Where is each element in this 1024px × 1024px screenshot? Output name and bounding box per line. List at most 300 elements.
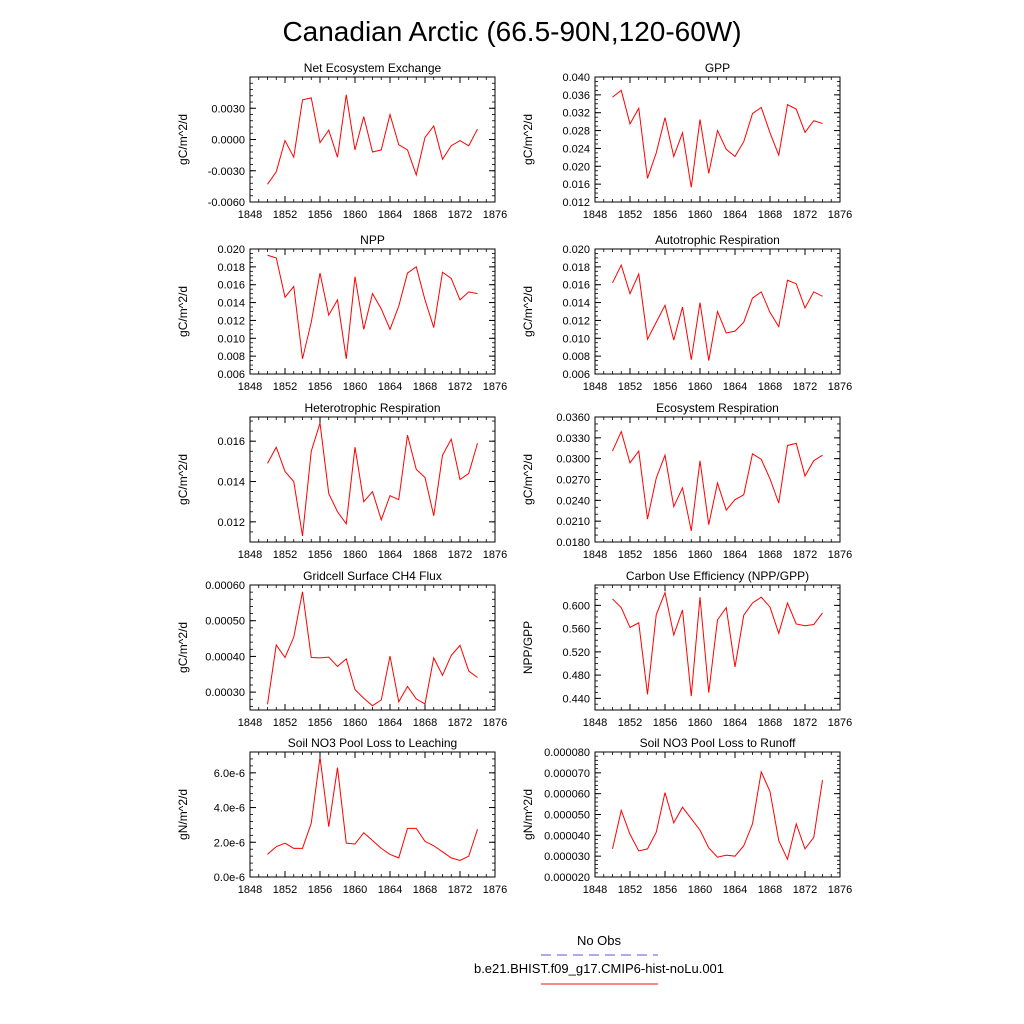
y-tick-label: 0.020 — [562, 244, 590, 256]
data-point — [468, 145, 470, 147]
data-point — [760, 291, 762, 293]
panel-carbon-use-efficiency-npp-gpp — [521, 569, 852, 729]
data-point — [415, 174, 417, 176]
series-line — [268, 757, 478, 860]
panel-heterotrophic-respiration — [176, 401, 507, 561]
x-tick-label: 1864 — [377, 884, 403, 896]
plot-frame — [250, 249, 495, 374]
data-point — [751, 112, 753, 114]
plot-frame — [250, 417, 495, 542]
data-point — [638, 107, 640, 109]
y-tick-label: 0.006 — [562, 369, 590, 381]
data-point — [821, 122, 823, 124]
x-tick-label: 1872 — [447, 884, 473, 896]
data-point — [371, 292, 373, 294]
data-point — [620, 264, 622, 266]
data-point — [725, 854, 727, 856]
data-point — [363, 115, 365, 117]
y-tick-label: 0.00040 — [205, 651, 245, 664]
panel-soil-no3-pool-loss-to-leaching — [176, 736, 507, 896]
data-point — [284, 139, 286, 141]
data-point — [363, 500, 365, 502]
series-line — [613, 432, 823, 531]
data-point — [620, 809, 622, 811]
panel-title: Autotrophic Respiration — [655, 233, 780, 247]
x-tick-label: 1852 — [272, 209, 298, 221]
data-point — [363, 832, 365, 834]
data-point — [266, 183, 268, 185]
data-point — [336, 299, 338, 301]
y-tick-label: 0.0000 — [211, 134, 245, 147]
data-point — [673, 822, 675, 824]
data-point — [354, 275, 356, 277]
x-tick-label: 1876 — [482, 549, 508, 561]
data-point — [406, 827, 408, 829]
panel-soil-no3-pool-loss-to-runoff — [521, 736, 852, 896]
data-point — [301, 591, 303, 593]
y-tick-label: 0.024 — [562, 143, 590, 156]
x-tick-label: 1852 — [617, 549, 643, 561]
x-tick-label: 1868 — [412, 209, 438, 221]
data-point — [664, 591, 666, 593]
data-point — [760, 771, 762, 773]
x-tick-label: 1876 — [827, 549, 853, 561]
data-point — [708, 172, 710, 174]
x-tick-label: 1856 — [652, 884, 678, 896]
data-point — [664, 454, 666, 456]
x-tick-label: 1856 — [307, 381, 333, 393]
x-tick-label: 1872 — [447, 549, 473, 561]
x-tick-label: 1852 — [617, 884, 643, 896]
data-point — [266, 254, 268, 256]
data-point — [310, 97, 312, 99]
data-point — [406, 149, 408, 151]
y-tick-label: 0.000040 — [544, 830, 590, 843]
y-tick-label: 0.520 — [562, 646, 590, 659]
data-point — [284, 842, 286, 844]
data-point — [284, 296, 286, 298]
panel-npp — [176, 233, 507, 393]
data-point — [778, 325, 780, 327]
data-point — [310, 822, 312, 824]
data-point — [716, 129, 718, 131]
data-point — [813, 120, 815, 122]
data-point — [389, 853, 391, 855]
data-point — [673, 634, 675, 636]
panel-title: Soil NO3 Pool Loss to Runoff — [639, 736, 796, 750]
data-point — [433, 326, 435, 328]
data-point — [646, 338, 648, 340]
x-tick-label: 1872 — [447, 717, 473, 729]
data-point — [821, 779, 823, 781]
data-point — [681, 609, 683, 611]
data-point — [398, 701, 400, 703]
x-tick-label: 1848 — [237, 381, 263, 393]
x-tick-label: 1852 — [272, 884, 298, 896]
y-tick-label: 0.012 — [217, 516, 245, 529]
data-point — [769, 606, 771, 608]
data-point — [655, 831, 657, 833]
data-point — [284, 470, 286, 472]
y-tick-label: 6.0e-6 — [213, 767, 245, 780]
y-tick-label: 0.020 — [562, 161, 590, 174]
x-tick-label: 1876 — [482, 381, 508, 393]
data-point — [751, 297, 753, 299]
data-point — [638, 850, 640, 852]
data-point — [450, 438, 452, 440]
data-point — [638, 450, 640, 452]
y-axis-label: gC/m^2/d — [521, 114, 535, 165]
y-tick-label: 0.036 — [562, 89, 590, 102]
y-tick-label: 0.016 — [217, 279, 245, 292]
x-tick-label: 1868 — [412, 549, 438, 561]
series-line — [613, 265, 823, 361]
data-point — [769, 311, 771, 313]
data-point — [611, 96, 613, 98]
data-point — [293, 156, 295, 158]
data-point — [336, 766, 338, 768]
data-point — [310, 656, 312, 658]
data-point — [690, 530, 692, 532]
data-point — [725, 148, 727, 150]
data-point — [734, 666, 736, 668]
data-point — [646, 848, 648, 850]
data-point — [708, 523, 710, 525]
data-point — [778, 839, 780, 841]
data-point — [795, 108, 797, 110]
data-point — [468, 472, 470, 474]
data-point — [769, 478, 771, 480]
data-point — [406, 685, 408, 687]
data-point — [813, 291, 815, 293]
y-tick-label: 0.0210 — [556, 516, 590, 529]
data-point — [424, 136, 426, 138]
data-point — [459, 478, 461, 480]
y-tick-label: 0.012 — [217, 315, 245, 328]
y-tick-label: 0.028 — [562, 125, 590, 138]
data-point — [620, 89, 622, 91]
data-point — [319, 657, 321, 659]
y-tick-label: 0.0180 — [556, 537, 590, 549]
data-point — [371, 705, 373, 707]
x-tick-label: 1864 — [722, 381, 748, 393]
panel-title: Carbon Use Efficiency (NPP/GPP) — [625, 569, 810, 583]
data-point — [441, 454, 443, 456]
data-point — [441, 851, 443, 853]
x-tick-label: 1848 — [582, 381, 608, 393]
y-axis-label: gC/m^2/d — [176, 622, 190, 673]
x-tick-label: 1852 — [617, 381, 643, 393]
data-point — [275, 171, 277, 173]
data-point — [389, 494, 391, 496]
data-point — [459, 859, 461, 861]
data-point — [716, 482, 718, 484]
panel-title: Heterotrophic Respiration — [304, 401, 441, 415]
data-point — [813, 460, 815, 462]
data-point — [673, 339, 675, 341]
x-tick-label: 1876 — [482, 884, 508, 896]
data-point — [319, 756, 321, 758]
x-tick-label: 1872 — [792, 381, 818, 393]
data-point — [769, 132, 771, 134]
data-point — [699, 301, 701, 303]
y-tick-label: 0.020 — [217, 244, 245, 256]
data-point — [655, 477, 657, 479]
x-tick-label: 1852 — [617, 717, 643, 729]
data-point — [681, 487, 683, 489]
y-tick-label: 0.000050 — [544, 809, 590, 822]
x-tick-label: 1864 — [722, 884, 748, 896]
x-tick-label: 1868 — [757, 381, 783, 393]
x-tick-label: 1876 — [482, 717, 508, 729]
data-point — [786, 602, 788, 604]
data-point — [363, 328, 365, 330]
data-point — [476, 828, 478, 830]
data-point — [725, 332, 727, 334]
panel-title: Ecosystem Respiration — [656, 401, 779, 415]
data-point — [673, 505, 675, 507]
data-point — [611, 598, 613, 600]
y-tick-label: 0.0240 — [556, 495, 590, 508]
x-tick-label: 1872 — [792, 884, 818, 896]
data-point — [415, 698, 417, 700]
data-point — [424, 299, 426, 301]
data-point — [293, 847, 295, 849]
data-point — [769, 790, 771, 792]
y-tick-label: 0.016 — [562, 179, 590, 192]
data-point — [620, 430, 622, 432]
data-point — [301, 99, 303, 101]
data-point — [468, 291, 470, 293]
data-point — [786, 444, 788, 446]
series-line — [268, 255, 478, 359]
data-point — [266, 462, 268, 464]
data-point — [336, 511, 338, 513]
data-point — [716, 856, 718, 858]
data-point — [690, 817, 692, 819]
y-tick-label: 0.000080 — [544, 747, 590, 759]
data-point — [380, 149, 382, 151]
x-tick-label: 1876 — [827, 884, 853, 896]
data-point — [406, 434, 408, 436]
data-point — [275, 845, 277, 847]
data-point — [380, 699, 382, 701]
x-tick-label: 1856 — [307, 209, 333, 221]
data-point — [708, 847, 710, 849]
y-tick-label: 0.0e-6 — [213, 872, 245, 884]
data-point — [699, 829, 701, 831]
y-tick-label: 0.014 — [217, 297, 245, 310]
x-tick-label: 1860 — [687, 717, 713, 729]
data-point — [611, 848, 613, 850]
x-tick-label: 1868 — [757, 209, 783, 221]
data-point — [468, 670, 470, 672]
data-point — [398, 144, 400, 146]
x-tick-label: 1868 — [757, 549, 783, 561]
y-tick-label: 0.000030 — [544, 851, 590, 864]
x-tick-label: 1864 — [722, 549, 748, 561]
data-point — [345, 94, 347, 96]
x-tick-label: 1848 — [237, 209, 263, 221]
data-point — [389, 655, 391, 657]
x-tick-label: 1872 — [447, 381, 473, 393]
data-point — [441, 674, 443, 676]
data-point — [646, 518, 648, 520]
data-point — [433, 657, 435, 659]
y-axis-label: gC/m^2/d — [176, 114, 190, 165]
legend-label-model: b.e21.BHIST.f09_g17.CMIP6-hist-noLu.001 — [473, 961, 725, 976]
x-tick-label: 1856 — [307, 549, 333, 561]
panel-gridcell-surface-ch4-flux — [176, 569, 507, 729]
x-tick-label: 1864 — [722, 209, 748, 221]
y-tick-label: 0.00050 — [205, 615, 245, 628]
data-point — [293, 480, 295, 482]
data-point — [620, 606, 622, 608]
x-tick-label: 1868 — [412, 381, 438, 393]
data-point — [336, 665, 338, 667]
data-point — [611, 450, 613, 452]
y-tick-label: 0.00030 — [205, 687, 245, 700]
data-point — [363, 697, 365, 699]
x-tick-label: 1848 — [237, 884, 263, 896]
data-point — [415, 468, 417, 470]
y-tick-label: 0.0360 — [556, 412, 590, 424]
data-point — [415, 266, 417, 268]
data-point — [284, 656, 286, 658]
data-point — [690, 359, 692, 361]
data-point — [275, 644, 277, 646]
data-point — [638, 622, 640, 624]
x-tick-label: 1860 — [687, 209, 713, 221]
x-tick-label: 1864 — [377, 549, 403, 561]
data-point — [354, 149, 356, 151]
y-tick-label: 0.00060 — [205, 580, 245, 592]
data-point — [760, 596, 762, 598]
y-tick-label: 0.440 — [562, 693, 590, 706]
data-point — [743, 494, 745, 496]
x-tick-label: 1864 — [377, 717, 403, 729]
data-point — [433, 125, 435, 127]
y-axis-label: gC/m^2/d — [176, 454, 190, 505]
panel-autotrophic-respiration — [521, 233, 852, 393]
data-point — [795, 823, 797, 825]
data-point — [699, 460, 701, 462]
x-tick-label: 1860 — [342, 884, 368, 896]
y-tick-label: 0.006 — [217, 369, 245, 381]
y-tick-label: 0.560 — [562, 623, 590, 636]
data-point — [655, 152, 657, 154]
data-point — [813, 836, 815, 838]
data-point — [398, 305, 400, 307]
data-point — [398, 857, 400, 859]
x-tick-label: 1872 — [792, 209, 818, 221]
data-point — [328, 129, 330, 131]
x-tick-label: 1848 — [582, 884, 608, 896]
x-tick-label: 1852 — [272, 717, 298, 729]
x-tick-label: 1864 — [377, 381, 403, 393]
data-point — [380, 847, 382, 849]
data-point — [813, 623, 815, 625]
y-axis-label: gC/m^2/d — [521, 454, 535, 505]
data-point — [293, 285, 295, 287]
y-tick-label: 0.000070 — [544, 767, 590, 780]
data-point — [795, 283, 797, 285]
data-point — [821, 612, 823, 614]
data-point — [751, 602, 753, 604]
data-point — [380, 308, 382, 310]
series-line — [268, 423, 478, 536]
data-point — [664, 791, 666, 793]
y-tick-label: 0.012 — [562, 197, 590, 209]
data-point — [459, 299, 461, 301]
data-point — [345, 358, 347, 360]
plot-frame — [595, 417, 840, 542]
y-tick-label: 0.008 — [217, 351, 245, 364]
data-point — [371, 490, 373, 492]
panel-title: Soil NO3 Pool Loss to Leaching — [287, 736, 458, 750]
data-point — [804, 848, 806, 850]
data-point — [441, 271, 443, 273]
data-point — [629, 123, 631, 125]
y-tick-label: 0.0300 — [556, 453, 590, 466]
x-tick-label: 1852 — [617, 209, 643, 221]
legend-label-no-obs: No Obs — [576, 933, 622, 948]
data-point — [310, 321, 312, 323]
y-tick-label: 0.016 — [562, 279, 590, 292]
data-point — [433, 515, 435, 517]
y-tick-label: 0.010 — [562, 333, 590, 346]
panel-title: Gridcell Surface CH4 Flux — [303, 569, 442, 583]
y-axis-label: gN/m^2/d — [521, 789, 535, 840]
data-point — [450, 145, 452, 147]
data-point — [743, 321, 745, 323]
y-tick-label: 0.480 — [562, 670, 590, 683]
x-tick-label: 1856 — [307, 884, 333, 896]
data-point — [629, 833, 631, 835]
data-point — [310, 450, 312, 452]
y-axis-label: gC/m^2/d — [176, 286, 190, 337]
data-point — [778, 154, 780, 156]
data-point — [275, 446, 277, 448]
data-point — [751, 453, 753, 455]
y-tick-label: 0.032 — [562, 107, 590, 120]
data-point — [804, 307, 806, 309]
data-point — [380, 519, 382, 521]
y-tick-label: -0.0030 — [207, 165, 245, 178]
x-tick-label: 1848 — [237, 549, 263, 561]
data-point — [734, 498, 736, 500]
data-point — [424, 703, 426, 705]
data-point — [699, 596, 701, 598]
data-point — [734, 330, 736, 332]
x-tick-label: 1852 — [272, 549, 298, 561]
data-point — [743, 845, 745, 847]
data-point — [371, 839, 373, 841]
data-point — [778, 632, 780, 634]
data-point — [415, 827, 417, 829]
data-point — [611, 282, 613, 284]
data-point — [398, 498, 400, 500]
x-tick-label: 1876 — [827, 381, 853, 393]
data-point — [301, 847, 303, 849]
data-point — [319, 141, 321, 143]
data-point — [450, 857, 452, 859]
data-point — [760, 458, 762, 460]
x-tick-label: 1848 — [582, 549, 608, 561]
data-point — [301, 358, 303, 360]
panel-net-ecosystem-exchange — [176, 61, 507, 221]
page-title: Canadian Arctic (66.5-90N,120-60W) — [282, 16, 742, 47]
